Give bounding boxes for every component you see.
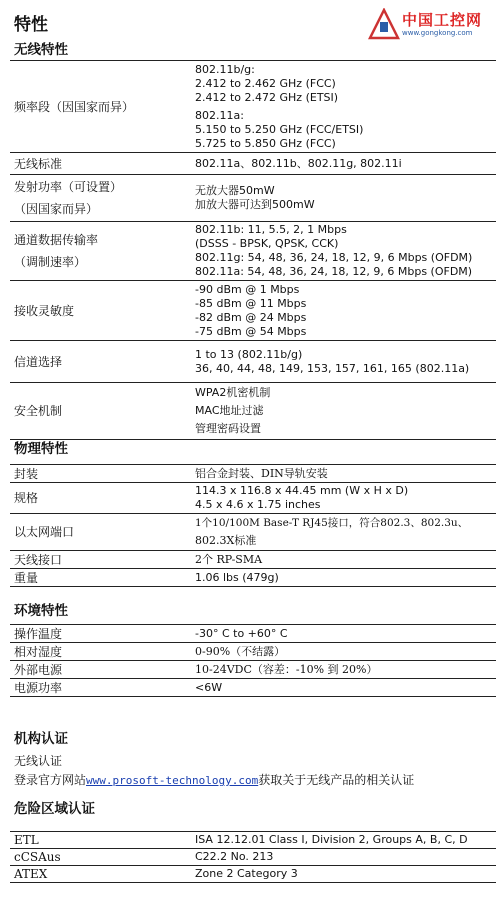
row-key: 天线接口 — [10, 551, 175, 569]
row-value: 802.11b: 11, 5.5, 2, 1 Mbps (DSSS - BPSK, QPSK, CCK) 802.11g: 54, 48, 36, 24, 18, 12, 9, 6 Mbps (OFDM) 802.11a: 54, 48, 36, 24, 18, 12, 9, 6 Mbps (OFDM) — [175, 222, 496, 281]
row-key: 频率段（因国家而异） — [10, 61, 175, 153]
row-value: 1个10/100M Base-T RJ45接口，符合802.3、802.3u、 802.3X标准 — [175, 514, 496, 551]
row-value: 1 to 13 (802.11b/g) 36, 40, 44, 48, 149, 153, 157, 161, 165 (802.11a) — [175, 341, 496, 383]
table-row — [10, 832, 496, 849]
table-row — [10, 866, 496, 883]
prosoft-website-link[interactable]: www.prosoft-technology.com — [86, 774, 259, 787]
logo-name: 中国工控网 — [402, 11, 483, 29]
row-key: 电源功率 — [10, 679, 175, 697]
row-value: Zone 2 Category 3 — [175, 866, 496, 883]
wireless-cert-label: 无线认证 — [14, 754, 63, 768]
section-hazardous-title: 危险区域认证 — [14, 801, 95, 817]
table-row — [10, 643, 496, 661]
row-key: 重量 — [10, 569, 175, 587]
row-value: 无放大器50mW 加放大器可达到500mW — [175, 175, 496, 222]
logo-mark-icon — [368, 8, 400, 40]
row-value: WPA2机密机制 MAC地址过滤 管理密码设置 — [175, 383, 496, 440]
cert-prefix: 登录官方网站 — [14, 773, 87, 787]
row-key: 发射功率（可设置） （因国家而异） — [10, 175, 175, 222]
table-row — [10, 222, 496, 281]
wireless-table — [10, 60, 496, 440]
row-key: ETL — [10, 832, 175, 849]
table-row — [10, 661, 496, 679]
logo-url: www.gongkong.com — [402, 29, 473, 37]
row-key: cCSAus — [10, 849, 175, 866]
table-row — [10, 281, 496, 341]
section-environment-title: 环境特性 — [14, 603, 68, 619]
table-row — [10, 153, 496, 175]
row-key: 操作温度 — [10, 625, 175, 643]
row-key: 相对湿度 — [10, 643, 175, 661]
table-row — [10, 569, 496, 587]
row-key: 外部电源 — [10, 661, 175, 679]
row-value: 114.3 x 116.8 x 44.45 mm (W x H x D) 4.5 x 4.6 x 1.75 inches — [175, 483, 496, 514]
section-certification-title: 机构认证 — [14, 731, 68, 747]
row-key: 通道数据传输率 （调制速率） — [10, 222, 175, 281]
row-key: 以太网端口 — [10, 514, 175, 551]
site-logo — [368, 8, 498, 42]
table-row — [10, 625, 496, 643]
row-value: -30° C to +60° C — [175, 625, 496, 643]
cert-suffix: 获取关于无线产品的相关认证 — [258, 773, 415, 787]
row-key: 规格 — [10, 483, 175, 514]
hazardous-table — [10, 831, 496, 883]
table-row — [10, 514, 496, 551]
row-value: <6W — [175, 679, 496, 697]
table-row — [10, 483, 496, 514]
row-value: 0-90%（不结露） — [175, 643, 496, 661]
table-row — [10, 383, 496, 440]
table-row — [10, 61, 496, 153]
row-key: 信道选择 — [10, 341, 175, 383]
table-row — [10, 341, 496, 383]
row-key: 无线标准 — [10, 153, 175, 175]
row-value: ISA 12.12.01 Class I, Division 2, Groups A, B, C, D — [175, 832, 496, 849]
row-value: C22.2 No. 213 — [175, 849, 496, 866]
row-value: 铝合金封装、DIN导轨安装 — [175, 465, 496, 483]
table-row — [10, 175, 496, 222]
row-value: 802.11a、802.11b、802.11g, 802.11i — [175, 153, 496, 175]
row-key: 接收灵敏度 — [10, 281, 175, 341]
physical-table — [10, 464, 496, 587]
cert-sentence — [14, 771, 414, 788]
table-row — [10, 465, 496, 483]
row-key: 封装 — [10, 465, 175, 483]
row-value: 802.11b/g: 2.412 to 2.462 GHz (FCC) 2.412 to 2.472 GHz (ETSI) 802.11a: 5.150 to 5.250 GHz (FCC/ETSI) 5.725 to 5.850 GHz (FCC) — [175, 61, 496, 153]
row-key: ATEX — [10, 866, 175, 883]
row-value: -90 dBm @ 1 Mbps -85 dBm @ 11 Mbps -82 dBm @ 24 Mbps -75 dBm @ 54 Mbps — [175, 281, 496, 341]
row-value: 1.06 lbs (479g) — [175, 569, 496, 587]
row-key: 安全机制 — [10, 383, 175, 440]
page-title: 特性 — [14, 15, 48, 35]
row-value: 10-24VDC（容差：-10% 到 20%） — [175, 661, 496, 679]
row-value: 2个 RP-SMA — [175, 551, 496, 569]
section-physical-title: 物理特性 — [14, 441, 68, 457]
table-row — [10, 849, 496, 866]
table-row — [10, 679, 496, 697]
table-row — [10, 551, 496, 569]
environment-table — [10, 624, 496, 697]
section-wireless-title: 无线特性 — [14, 42, 68, 58]
